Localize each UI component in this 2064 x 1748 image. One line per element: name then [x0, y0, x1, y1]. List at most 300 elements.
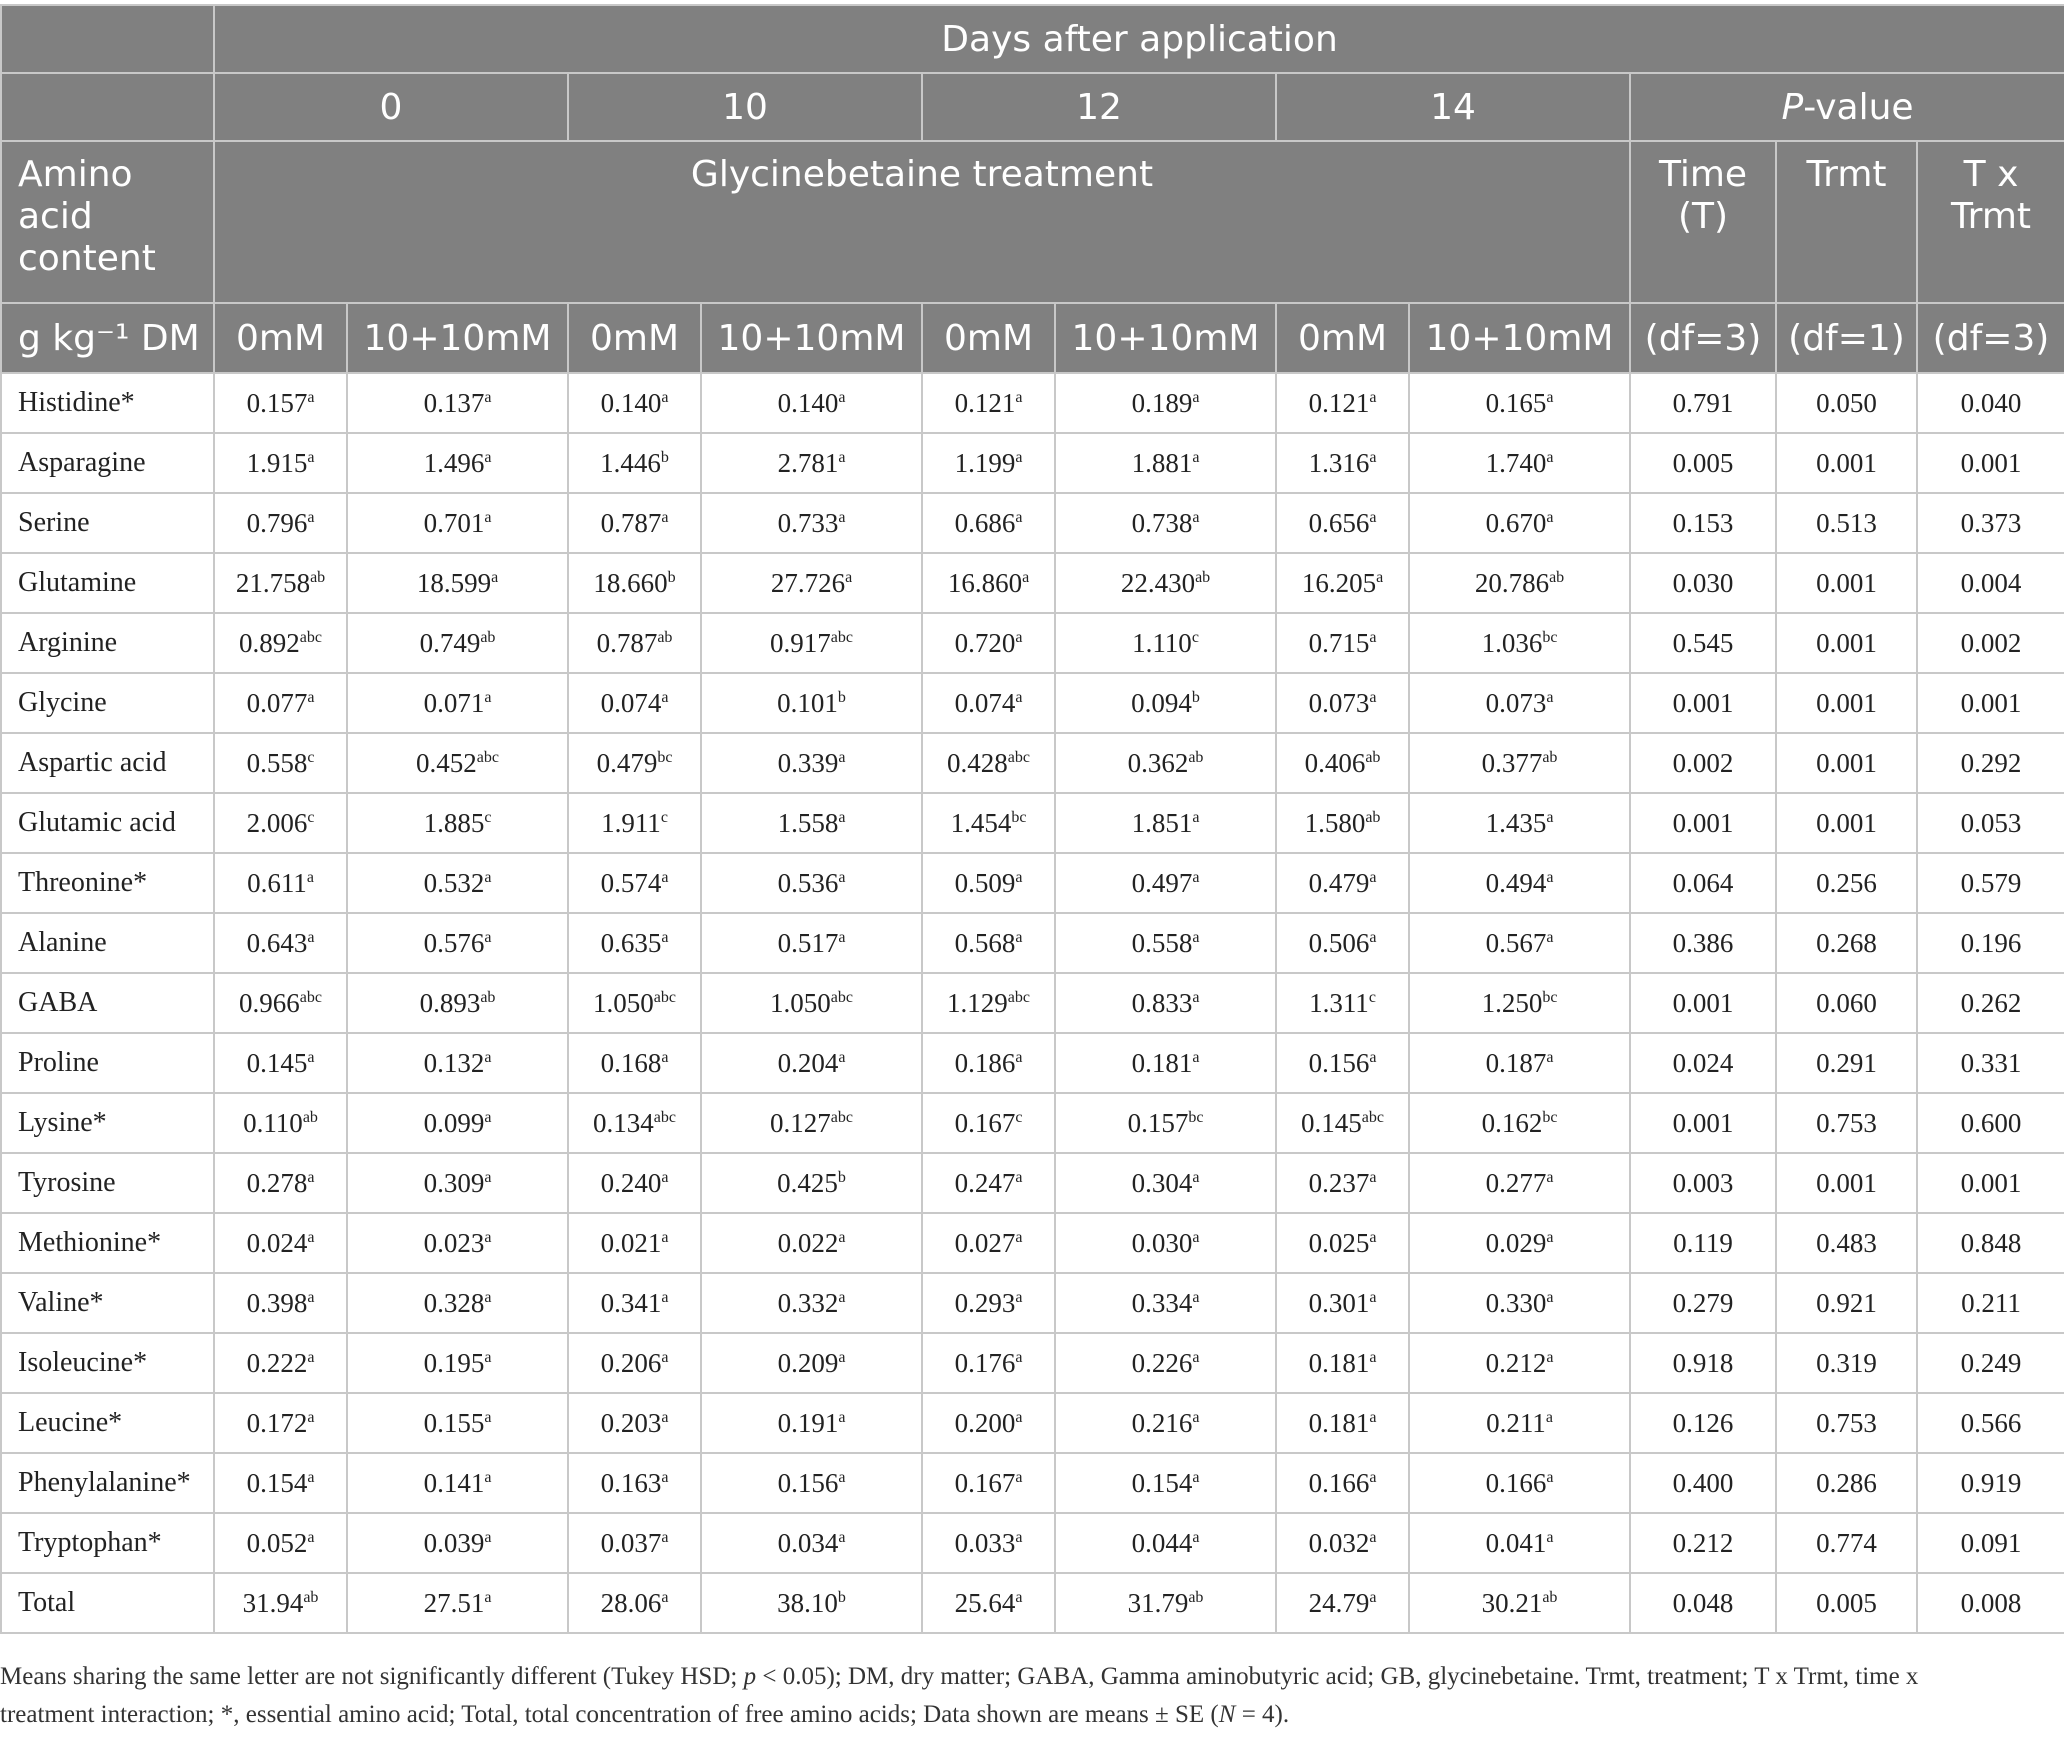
value-number: 0.479 — [596, 747, 658, 778]
value-cell — [568, 1093, 701, 1153]
p-value-cell: 0.753 — [1776, 1093, 1917, 1153]
significance-letter: ab — [1542, 1588, 1558, 1606]
value-cell — [214, 733, 347, 793]
significance-letter: abc — [1007, 988, 1030, 1006]
value-cell — [214, 1093, 347, 1153]
significance-letter: a — [1369, 1288, 1377, 1306]
significance-letter: a — [1192, 1168, 1200, 1186]
significance-letter: a — [1369, 928, 1377, 946]
value-number: 0.181 — [1131, 1047, 1193, 1078]
amino-acid-name: Glycine — [1, 673, 214, 733]
significance-letter: abc — [299, 988, 322, 1006]
p-value-cell: 0.513 — [1776, 493, 1917, 553]
value-number: 0.237 — [1308, 1167, 1370, 1198]
value-number: 0.127 — [770, 1107, 831, 1138]
significance-letter: a — [1015, 1228, 1023, 1246]
df-header: (df=3) — [1917, 303, 2064, 373]
significance-letter: a — [1015, 1048, 1023, 1066]
table-row — [1, 793, 2064, 853]
amino-acid-name: Tryptophan* — [1, 1513, 214, 1573]
value-number: 0.494 — [1485, 867, 1547, 898]
value-cell — [922, 1573, 1055, 1633]
value-cell — [1276, 613, 1409, 673]
value-cell — [701, 1273, 922, 1333]
value-cell — [922, 1033, 1055, 1093]
table-footnote — [0, 1658, 2050, 1734]
value-cell — [568, 673, 701, 733]
value-cell — [1276, 373, 1409, 433]
value-cell — [214, 373, 347, 433]
significance-letter: bc — [1011, 808, 1027, 826]
significance-letter: a — [661, 1468, 669, 1486]
p-value-cell: 0.292 — [1917, 733, 2064, 793]
value-number: 0.163 — [600, 1467, 662, 1498]
value-cell — [214, 913, 347, 973]
value-cell — [922, 1213, 1055, 1273]
value-number: 2.006 — [246, 807, 308, 838]
significance-letter: a — [1192, 928, 1200, 946]
significance-letter: abc — [653, 1108, 676, 1126]
p-value-cell: 0.848 — [1917, 1213, 2064, 1273]
value-cell — [347, 733, 568, 793]
significance-letter: a — [1545, 1408, 1553, 1426]
footnote-n-symbol: N — [1218, 1701, 1236, 1728]
value-number: 0.330 — [1485, 1287, 1547, 1318]
value-number: 1.881 — [1131, 447, 1193, 478]
amino-acid-name: Leucine* — [1, 1393, 214, 1453]
value-cell — [568, 1393, 701, 1453]
value-number: 0.247 — [954, 1167, 1016, 1198]
significance-letter: a — [307, 928, 315, 946]
value-number: 0.558 — [1131, 927, 1193, 958]
value-number: 0.301 — [1308, 1287, 1370, 1318]
value-cell — [1409, 973, 1630, 1033]
value-cell — [1409, 1333, 1630, 1393]
value-cell — [1409, 1093, 1630, 1153]
value-number: 0.506 — [1308, 927, 1370, 958]
table-body — [1, 373, 2064, 1633]
value-cell — [347, 913, 568, 973]
value-number: 0.189 — [1131, 387, 1193, 418]
significance-letter: a — [661, 1168, 669, 1186]
value-number: 0.452 — [416, 747, 477, 778]
value-cell — [1409, 1033, 1630, 1093]
value-cell — [1055, 1393, 1276, 1453]
value-cell — [922, 1453, 1055, 1513]
significance-letter: a — [307, 1408, 315, 1426]
value-number: 0.181 — [1308, 1407, 1370, 1438]
value-cell — [1409, 853, 1630, 913]
amino-acid-name: Histidine* — [1, 373, 214, 433]
p-value-cell: 0.002 — [1630, 733, 1776, 793]
significance-letter: a — [838, 928, 846, 946]
significance-letter: a — [1192, 1468, 1200, 1486]
value-number: 0.833 — [1131, 987, 1193, 1018]
value-number: 0.635 — [600, 927, 662, 958]
value-cell — [214, 433, 347, 493]
p-value-cell: 0.791 — [1630, 373, 1776, 433]
value-number: 27.726 — [770, 567, 846, 598]
value-number: 0.167 — [954, 1467, 1016, 1498]
significance-letter: a — [307, 1288, 315, 1306]
value-cell — [568, 1153, 701, 1213]
value-number: 0.966 — [239, 987, 300, 1018]
significance-letter: a — [491, 568, 499, 586]
p-value-cell: 0.291 — [1776, 1033, 1917, 1093]
significance-letter: a — [1369, 508, 1377, 526]
value-cell — [568, 973, 701, 1033]
value-cell — [922, 613, 1055, 673]
significance-letter: a — [1369, 448, 1377, 466]
value-number: 0.203 — [600, 1407, 662, 1438]
value-cell — [922, 1153, 1055, 1213]
value-cell — [1276, 1153, 1409, 1213]
p-value-cell: 0.579 — [1917, 853, 2064, 913]
significance-letter: b — [660, 448, 669, 466]
value-cell — [1055, 853, 1276, 913]
significance-letter: a — [1015, 1588, 1023, 1606]
value-cell — [1409, 1453, 1630, 1513]
df-header: (df=3) — [1630, 303, 1776, 373]
significance-letter: a — [1369, 688, 1377, 706]
day-header-10: 10 — [568, 73, 922, 141]
value-cell — [701, 1573, 922, 1633]
value-number: 0.155 — [423, 1407, 485, 1438]
value-cell — [1276, 493, 1409, 553]
amino-acid-name: Glutamine — [1, 553, 214, 613]
significance-letter: ab — [657, 628, 673, 646]
significance-letter: a — [1546, 1168, 1554, 1186]
footnote-text: Means sharing the same letter are not significantly different (Tukey HSD; — [0, 1663, 744, 1690]
amino-acid-name: Methionine* — [1, 1213, 214, 1273]
value-cell — [701, 973, 922, 1033]
value-cell — [701, 613, 922, 673]
significance-letter: bc — [1542, 628, 1558, 646]
value-number: 22.430 — [1120, 567, 1196, 598]
table-row — [1, 853, 2064, 913]
table-row — [1, 613, 2064, 673]
value-cell — [214, 1273, 347, 1333]
value-cell — [1055, 1093, 1276, 1153]
value-cell — [922, 913, 1055, 973]
value-cell — [1409, 553, 1630, 613]
header-empty-cell — [1, 5, 214, 73]
value-number: 0.222 — [246, 1347, 308, 1378]
value-cell — [347, 853, 568, 913]
significance-letter: a — [484, 1468, 492, 1486]
value-number: 0.611 — [247, 867, 307, 898]
value-number: 20.786 — [1474, 567, 1550, 598]
significance-letter: a — [1546, 388, 1554, 406]
value-number: 30.21 — [1481, 1587, 1543, 1618]
significance-letter: a — [1546, 448, 1554, 466]
value-cell — [701, 1333, 922, 1393]
p-value-cell: 0.003 — [1630, 1153, 1776, 1213]
significance-letter: a — [1015, 508, 1023, 526]
value-number: 25.64 — [954, 1587, 1016, 1618]
value-cell — [922, 1273, 1055, 1333]
significance-letter: ab — [310, 568, 326, 586]
p-value-cell: 0.053 — [1917, 793, 2064, 853]
value-cell — [1055, 613, 1276, 673]
significance-letter: bc — [657, 748, 673, 766]
value-number: 0.032 — [1308, 1527, 1370, 1558]
significance-letter: a — [484, 1288, 492, 1306]
value-number: 0.425 — [777, 1167, 838, 1198]
significance-letter: ab — [302, 1108, 318, 1126]
sub-col-header: 0mM — [568, 303, 701, 373]
amino-acid-content-header: Amino acid content — [1, 141, 214, 303]
p-value-cell: 0.212 — [1630, 1513, 1776, 1573]
value-number: 0.216 — [1131, 1407, 1193, 1438]
df-header: (df=1) — [1776, 303, 1917, 373]
p-value-cell: 0.001 — [1917, 1153, 2064, 1213]
value-number: 0.670 — [1485, 507, 1547, 538]
value-number: 1.911 — [601, 807, 661, 838]
value-cell — [1409, 1393, 1630, 1453]
p-value-cell: 0.400 — [1630, 1453, 1776, 1513]
amino-acid-name: Threonine* — [1, 853, 214, 913]
p-value-cell: 0.048 — [1630, 1573, 1776, 1633]
p-value-cell: 0.040 — [1917, 373, 2064, 433]
significance-letter: abc — [476, 748, 499, 766]
value-cell — [214, 1153, 347, 1213]
significance-letter: a — [1546, 1528, 1554, 1546]
value-number: 0.212 — [1485, 1347, 1547, 1378]
significance-letter: a — [1015, 1168, 1023, 1186]
amino-acid-name: Serine — [1, 493, 214, 553]
value-number: 0.073 — [1308, 687, 1370, 718]
value-cell — [1055, 373, 1276, 433]
value-number: 0.039 — [423, 1527, 485, 1558]
value-number: 0.176 — [954, 1347, 1016, 1378]
value-number: 0.293 — [954, 1287, 1016, 1318]
value-number: 0.172 — [246, 1407, 308, 1438]
value-cell — [568, 1033, 701, 1093]
p-value-cell: 0.064 — [1630, 853, 1776, 913]
p-value-cell: 0.566 — [1917, 1393, 2064, 1453]
value-number: 0.073 — [1485, 687, 1547, 718]
value-number: 0.796 — [246, 507, 308, 538]
significance-letter: a — [1015, 1348, 1023, 1366]
value-cell — [922, 673, 1055, 733]
value-number: 0.398 — [246, 1287, 308, 1318]
significance-letter: bc — [1188, 1108, 1204, 1126]
value-number: 0.186 — [954, 1047, 1016, 1078]
value-cell — [1409, 673, 1630, 733]
p-value-cell: 0.919 — [1917, 1453, 2064, 1513]
value-cell — [922, 733, 1055, 793]
p-value-cell: 0.331 — [1917, 1033, 2064, 1093]
glycinebetaine-treatment-header: Glycinebetaine treatment — [214, 141, 1630, 303]
value-cell — [347, 373, 568, 433]
significance-letter: a — [661, 868, 669, 886]
value-number: 0.332 — [777, 1287, 839, 1318]
significance-letter: a — [484, 688, 492, 706]
footnote-line-1 — [0, 1658, 2050, 1696]
table-row — [1, 1453, 2064, 1513]
significance-letter: a — [1369, 1048, 1377, 1066]
value-cell — [347, 613, 568, 673]
value-number: 0.309 — [423, 1167, 485, 1198]
value-number: 0.030 — [1131, 1227, 1193, 1258]
significance-letter: c — [1015, 1108, 1023, 1126]
value-number: 0.110 — [243, 1107, 303, 1138]
amino-acid-name: Aspartic acid — [1, 733, 214, 793]
significance-letter: a — [307, 508, 315, 526]
value-number: 0.157 — [246, 387, 308, 418]
time-header: Time (T) — [1630, 141, 1776, 303]
value-number: 1.316 — [1308, 447, 1370, 478]
p-value-cell: 0.001 — [1630, 673, 1776, 733]
significance-letter: ab — [480, 988, 496, 1006]
value-number: 27.51 — [423, 1587, 485, 1618]
amino-acid-name: Isoleucine* — [1, 1333, 214, 1393]
value-number: 0.738 — [1131, 507, 1193, 538]
significance-letter: a — [484, 508, 492, 526]
significance-letter: a — [1192, 1528, 1200, 1546]
table-row — [1, 1333, 2064, 1393]
value-cell — [1276, 1033, 1409, 1093]
value-cell — [568, 913, 701, 973]
value-cell — [347, 493, 568, 553]
significance-letter: a — [1369, 868, 1377, 886]
significance-letter: a — [484, 1168, 492, 1186]
significance-letter: a — [1546, 688, 1554, 706]
table-row — [1, 1213, 2064, 1273]
value-cell — [1055, 1273, 1276, 1333]
value-number: 0.567 — [1485, 927, 1547, 958]
p-value-cell: 0.196 — [1917, 913, 2064, 973]
p-value-cell: 0.774 — [1776, 1513, 1917, 1573]
significance-letter: a — [1192, 1408, 1200, 1426]
value-cell — [922, 793, 1055, 853]
significance-letter: a — [661, 1048, 669, 1066]
significance-letter: a — [661, 1228, 669, 1246]
significance-letter: a — [1369, 1348, 1377, 1366]
value-cell — [1409, 493, 1630, 553]
value-cell — [1409, 433, 1630, 493]
value-cell — [1276, 1453, 1409, 1513]
significance-letter: b — [1191, 688, 1200, 706]
value-cell — [1055, 673, 1276, 733]
value-cell — [1055, 1453, 1276, 1513]
p-value-cell: 0.050 — [1776, 373, 1917, 433]
significance-letter: a — [838, 388, 846, 406]
value-number: 1.446 — [600, 447, 661, 478]
value-number: 0.141 — [423, 1467, 485, 1498]
value-cell — [701, 1213, 922, 1273]
p-value-cell: 0.600 — [1917, 1093, 2064, 1153]
table-row — [1, 973, 2064, 1033]
significance-letter: a — [1376, 568, 1384, 586]
p-value-cell: 0.126 — [1630, 1393, 1776, 1453]
significance-letter: a — [661, 508, 669, 526]
value-number: 0.643 — [246, 927, 308, 958]
significance-letter: a — [1192, 1288, 1200, 1306]
significance-letter: a — [1022, 568, 1030, 586]
value-number: 0.052 — [246, 1527, 308, 1558]
value-number: 0.278 — [246, 1167, 308, 1198]
p-value-cell: 0.256 — [1776, 853, 1917, 913]
value-number: 0.041 — [1485, 1527, 1547, 1558]
value-cell — [347, 1513, 568, 1573]
value-number: 1.036 — [1481, 627, 1543, 658]
p-value-cell: 0.005 — [1776, 1573, 1917, 1633]
units-header: g kg⁻¹ DM — [1, 303, 214, 373]
value-cell — [701, 913, 922, 973]
significance-letter: c — [307, 808, 315, 826]
significance-letter: a — [661, 1408, 669, 1426]
p-value-cell: 0.386 — [1630, 913, 1776, 973]
value-number: 0.574 — [600, 867, 662, 898]
header-row-treatment — [1, 141, 2064, 303]
value-cell — [1055, 1573, 1276, 1633]
significance-letter: a — [1369, 1528, 1377, 1546]
value-cell — [1055, 1333, 1276, 1393]
significance-letter: a — [1015, 868, 1023, 886]
value-cell — [214, 1453, 347, 1513]
value-cell — [347, 1033, 568, 1093]
value-number: 1.558 — [777, 807, 839, 838]
significance-letter: a — [1546, 1288, 1554, 1306]
value-cell — [1055, 1513, 1276, 1573]
p-value-cell: 0.119 — [1630, 1213, 1776, 1273]
significance-letter: a — [484, 388, 492, 406]
p-value-cell: 0.001 — [1776, 1153, 1917, 1213]
p-value-cell: 0.921 — [1776, 1273, 1917, 1333]
amino-acid-name: Arginine — [1, 613, 214, 673]
value-number: 0.893 — [419, 987, 481, 1018]
significance-letter: c — [484, 808, 492, 826]
significance-letter: a — [307, 1228, 315, 1246]
value-number: 0.406 — [1304, 747, 1366, 778]
value-number: 0.701 — [423, 507, 485, 538]
value-cell — [1276, 793, 1409, 853]
value-cell — [1276, 973, 1409, 1033]
value-number: 0.021 — [600, 1227, 662, 1258]
value-cell — [214, 973, 347, 1033]
value-number: 0.145 — [1301, 1107, 1362, 1138]
value-number: 0.037 — [600, 1527, 662, 1558]
value-cell — [568, 1453, 701, 1513]
table-row — [1, 1573, 2064, 1633]
value-number: 0.277 — [1485, 1167, 1547, 1198]
value-number: 0.328 — [423, 1287, 485, 1318]
value-number: 0.377 — [1481, 747, 1543, 778]
table-row — [1, 493, 2064, 553]
table-row — [1, 733, 2064, 793]
significance-letter: a — [484, 1408, 492, 1426]
significance-letter: a — [838, 448, 846, 466]
significance-letter: b — [837, 1588, 846, 1606]
sub-col-header: 0mM — [922, 303, 1055, 373]
value-cell — [347, 553, 568, 613]
value-cell — [347, 1333, 568, 1393]
value-cell — [214, 553, 347, 613]
value-number: 0.165 — [1485, 387, 1547, 418]
value-cell — [568, 793, 701, 853]
trmt-header: Trmt — [1776, 141, 1917, 303]
p-value-cell: 0.211 — [1917, 1273, 2064, 1333]
value-cell — [1276, 733, 1409, 793]
significance-letter: a — [307, 1468, 315, 1486]
value-cell — [568, 1333, 701, 1393]
p-value-cell: 0.918 — [1630, 1333, 1776, 1393]
amino-acid-name: Glutamic acid — [1, 793, 214, 853]
significance-letter: a — [1546, 1468, 1554, 1486]
value-number: 0.362 — [1127, 747, 1189, 778]
